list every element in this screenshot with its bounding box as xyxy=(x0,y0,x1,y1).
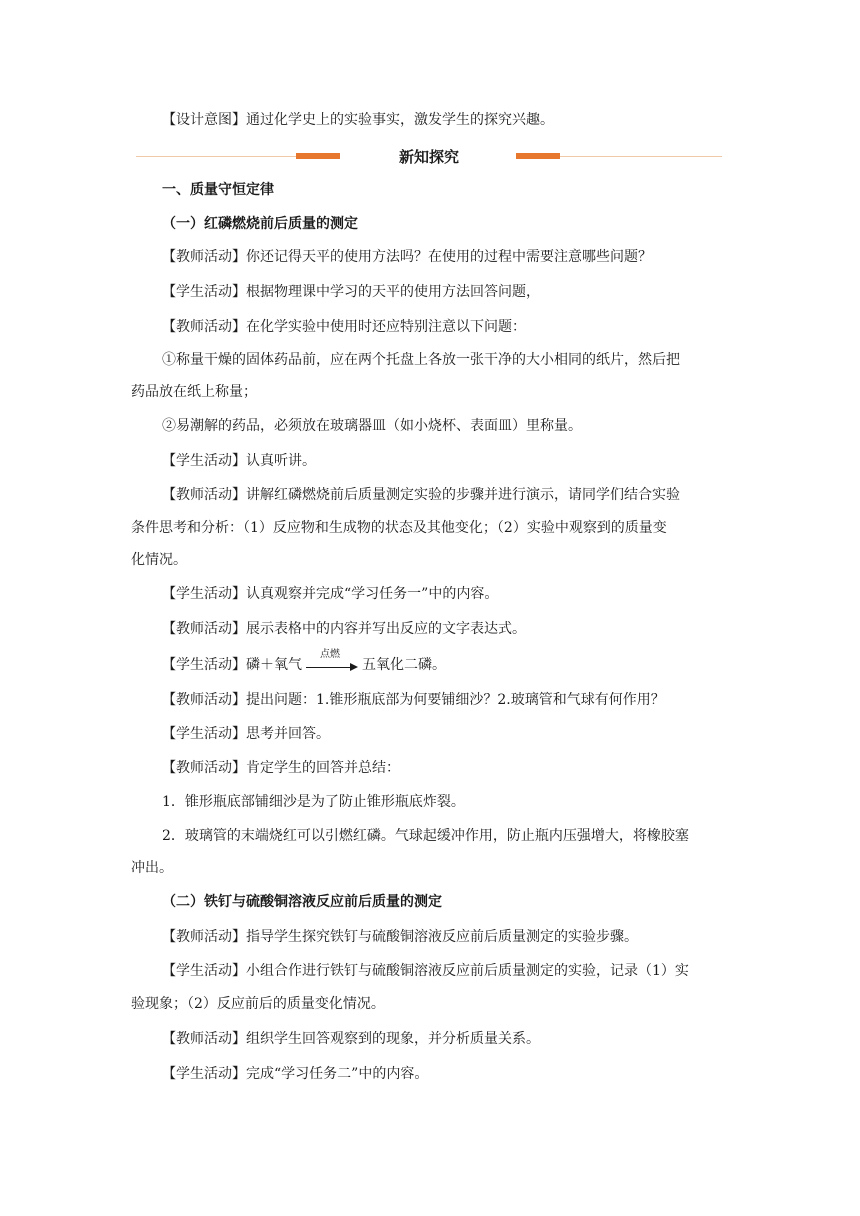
paragraph-continuation: 条件思考和分析：（1）反应物和生成物的状态及其他变化；（2）实验中观察到的质量变 xyxy=(131,520,667,536)
paragraph: 【教师活动】指导学生探究铁钉与硫酸铜溶液反应前后质量测定的实验步骤。 xyxy=(162,929,638,945)
paragraph: ②易潮解的药品，必须放在玻璃器皿（如小烧杯、表面皿）里称量。 xyxy=(162,418,582,434)
paragraph: 【教师活动】展示表格中的内容并写出反应的文字表达式。 xyxy=(162,621,526,637)
paragraph-continuation: 冲出。 xyxy=(131,860,173,876)
numbered-point: 1．锥形瓶底部铺细沙是为了防止锥形瓶底炸裂。 xyxy=(162,794,465,810)
equation-reactants: 【学生活动】磷＋氧气 xyxy=(162,657,302,673)
divider-rule-right xyxy=(560,156,722,157)
paragraph: 【教师活动】提出问题：1.锥形瓶底部为何要铺细沙？2.玻璃管和气球有何作用？ xyxy=(162,692,665,708)
paragraph: ①称量干燥的固体药品前，应在两个托盘上各放一张干净的大小相同的纸片，然后把 xyxy=(162,352,680,368)
paragraph: 【教师活动】讲解红磷燃烧前后质量测定实验的步骤并进行演示，请同学们结合实验 xyxy=(162,487,680,503)
equation-product: 五氧化二磷。 xyxy=(362,657,446,673)
design-intent-paragraph: 【设计意图】通过化学史上的实验事实，激发学生的探究兴趣。 xyxy=(162,112,554,128)
paragraph: 【学生活动】小组合作进行铁钉与硫酸铜溶液反应前后质量测定的实验，记录（1）实 xyxy=(162,963,689,979)
paragraph: 【学生活动】根据物理课中学习的天平的使用方法回答问题， xyxy=(162,284,540,300)
paragraph: 【学生活动】认真观察并完成“学习任务一”中的内容。 xyxy=(162,586,499,602)
divider-accent-right xyxy=(516,153,560,159)
paragraph: 【教师活动】组织学生回答观察到的现象，并分析质量关系。 xyxy=(162,1031,540,1047)
section-divider xyxy=(136,146,722,168)
paragraph-continuation: 药品放在纸上称量； xyxy=(131,384,257,400)
paragraph: 【学生活动】思考并回答。 xyxy=(162,726,330,742)
word-equation xyxy=(162,649,446,675)
paragraph: 【教师活动】你还记得天平的使用方法吗？在使用的过程中需要注意哪些问题？ xyxy=(162,249,652,265)
paragraph: 【学生活动】认真听讲。 xyxy=(162,453,316,469)
paragraph-continuation: 验现象；（2）反应前后的质量变化情况。 xyxy=(131,996,385,1012)
subheading-red-phosphorus: （一）红磷燃烧前后质量的测定 xyxy=(162,216,358,232)
paragraph-continuation: 化情况。 xyxy=(131,552,187,568)
paragraph: 【教师活动】肯定学生的回答并总结： xyxy=(162,760,400,776)
divider-accent-left xyxy=(296,153,340,159)
section-title: 新知探究 xyxy=(398,148,459,166)
reaction-condition: 点燃 xyxy=(320,649,340,660)
subheading-iron-nail: （二）铁钉与硫酸铜溶液反应前后质量的测定 xyxy=(162,894,442,910)
heading-conservation-of-mass: 一、质量守恒定律 xyxy=(162,182,274,198)
divider-rule-left xyxy=(136,156,296,157)
numbered-point: 2．玻璃管的末端烧红可以引燃红磷。气球起缓冲作用，防止瓶内压强增大，将橡胶塞 xyxy=(162,828,689,844)
paragraph: 【教师活动】在化学实验中使用时还应特别注意以下问题： xyxy=(162,319,526,335)
reaction-arrow xyxy=(304,649,360,675)
paragraph: 【学生活动】完成“学习任务二”中的内容。 xyxy=(162,1066,429,1082)
